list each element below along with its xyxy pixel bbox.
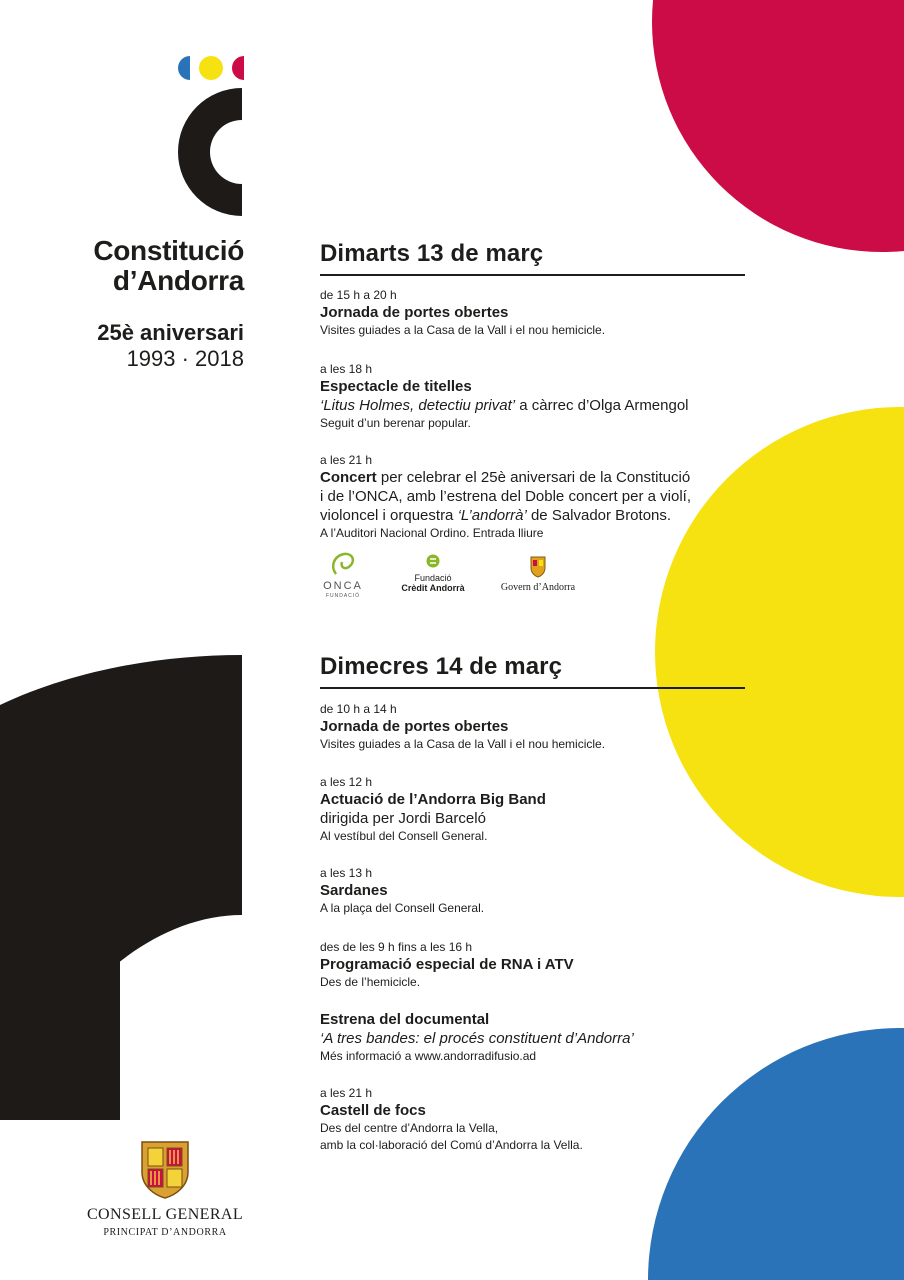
red-circle [652, 0, 904, 252]
day-title: Dimarts 13 de març [320, 240, 745, 276]
event-note: A la plaça del Consell General. [320, 901, 485, 915]
event-time: de 10 h a 14 h [320, 702, 397, 716]
event-line-1 [320, 468, 750, 487]
fundacio-label: Fundació [414, 573, 452, 583]
day-title: Dimecres 14 de març [320, 653, 745, 689]
govern-andorra-coat-of-arms-icon [526, 554, 550, 578]
event-line-1-rest: per celebrar el 25è aniversari de la Constitució [376, 469, 691, 486]
anniversary-label: 25è aniversari [97, 320, 244, 345]
event-note-2: amb la col·laboració del Comú d’Andorra la Vella. [320, 1138, 583, 1152]
event-note: A l’Auditori Nacional Ordino. Entrada lliure [320, 526, 544, 540]
event-documentary [320, 1010, 750, 1065]
brand-title-line1: Constitució [93, 235, 244, 266]
anniversary-block [97, 320, 244, 372]
event-note: Des del centre d’Andorra la Vella, [320, 1121, 499, 1135]
event-line-3 [320, 506, 750, 525]
day-heading-2 [320, 653, 745, 689]
event-title: Jornada de portes obertes [320, 304, 509, 321]
event-note: Des de l’hemicicle. [320, 975, 421, 989]
fundacio-credit-andorra-logo [398, 554, 468, 593]
brand-title [93, 236, 244, 296]
event-title: Actuació de l’Andorra Big Band [320, 791, 546, 808]
event-title: Estrena del documental [320, 1011, 490, 1028]
event-description-italic: ‘A tres bandes: el procés constituent d’Andorra’ [320, 1030, 634, 1047]
event-title: Jornada de portes obertes [320, 718, 509, 735]
event-title: Castell de focs [320, 1102, 426, 1119]
event-puppets [320, 362, 750, 432]
event-description [320, 396, 750, 415]
fundacio-credit-andorra-icon [426, 554, 440, 568]
institution-name: CONSELL GENERAL [86, 1206, 244, 1223]
event-line-3-b: de Salvador Brotons. [526, 507, 672, 524]
event-open-doors-2 [320, 702, 750, 753]
govern-andorra-label: Govern d’Andorra [500, 582, 576, 593]
event-line-3-a: violoncel i orquestra [320, 507, 458, 524]
onca-logo-icon [328, 552, 358, 576]
event-note: Seguit d’un berenar popular. [320, 416, 471, 430]
event-note: Més informació a www.andorradifusio.ad [320, 1049, 537, 1063]
event-big-band [320, 775, 750, 845]
logo-dots-icon [178, 54, 244, 82]
event-concert [320, 453, 750, 542]
day-heading-1 [320, 240, 745, 276]
brand-title-line2: d’Andorra [112, 265, 244, 296]
event-time: de 15 h a 20 h [320, 288, 397, 302]
event-description-rest: a càrrec d’Olga Armengol [515, 397, 689, 414]
onca-logo [318, 552, 368, 601]
event-note: Al vestíbul del Consell General. [320, 829, 488, 843]
event-fireworks [320, 1086, 750, 1154]
event-time: a les 21 h [320, 1086, 373, 1100]
event-time: des de les 9 h fins a les 16 h [320, 940, 473, 954]
govern-andorra-logo [498, 554, 578, 593]
event-title: Espectacle de titelles [320, 378, 472, 395]
event-time: a les 21 h [320, 453, 373, 467]
event-line-2: i de l’ONCA, amb l’estrena del Doble concert per a violí, [320, 488, 692, 505]
blue-circle [648, 1028, 904, 1280]
event-title: Concert [320, 469, 377, 486]
event-title: Sardanes [320, 882, 388, 899]
event-note: Visites guiades a la Casa de la Vall i el nou hemicicle. [320, 323, 606, 337]
credit-andorra-label: Crèdit Andorrà [401, 583, 465, 593]
sponsor-logos [318, 552, 588, 604]
onca-sub: FUNDACIÓ [325, 593, 361, 599]
institution-subtitle: PRINCIPAT D’ANDORRA [103, 1227, 227, 1238]
andorra-coat-of-arms-icon [136, 1138, 194, 1200]
event-description [320, 1029, 750, 1048]
event-sardanes [320, 866, 750, 917]
event-description-italic: ‘Litus Holmes, detectiu privat’ [320, 397, 516, 414]
event-title: Programació especial de RNA i ATV [320, 956, 574, 973]
event-time: a les 13 h [320, 866, 373, 880]
event-open-doors-1 [320, 288, 750, 339]
event-rna-atv [320, 940, 750, 991]
event-line-3-italic: ‘L’andorrà’ [457, 507, 527, 524]
anniversary-years: 1993 · 2018 [126, 346, 244, 371]
constitucio-c-logo-icon [178, 88, 244, 216]
event-time: a les 18 h [320, 362, 373, 376]
event-description: dirigida per Jordi Barceló [320, 810, 486, 827]
event-time: a les 12 h [320, 775, 373, 789]
onca-name: ONCA [323, 580, 363, 592]
event-note: Visites guiades a la Casa de la Vall i el nou hemicicle. [320, 737, 606, 751]
